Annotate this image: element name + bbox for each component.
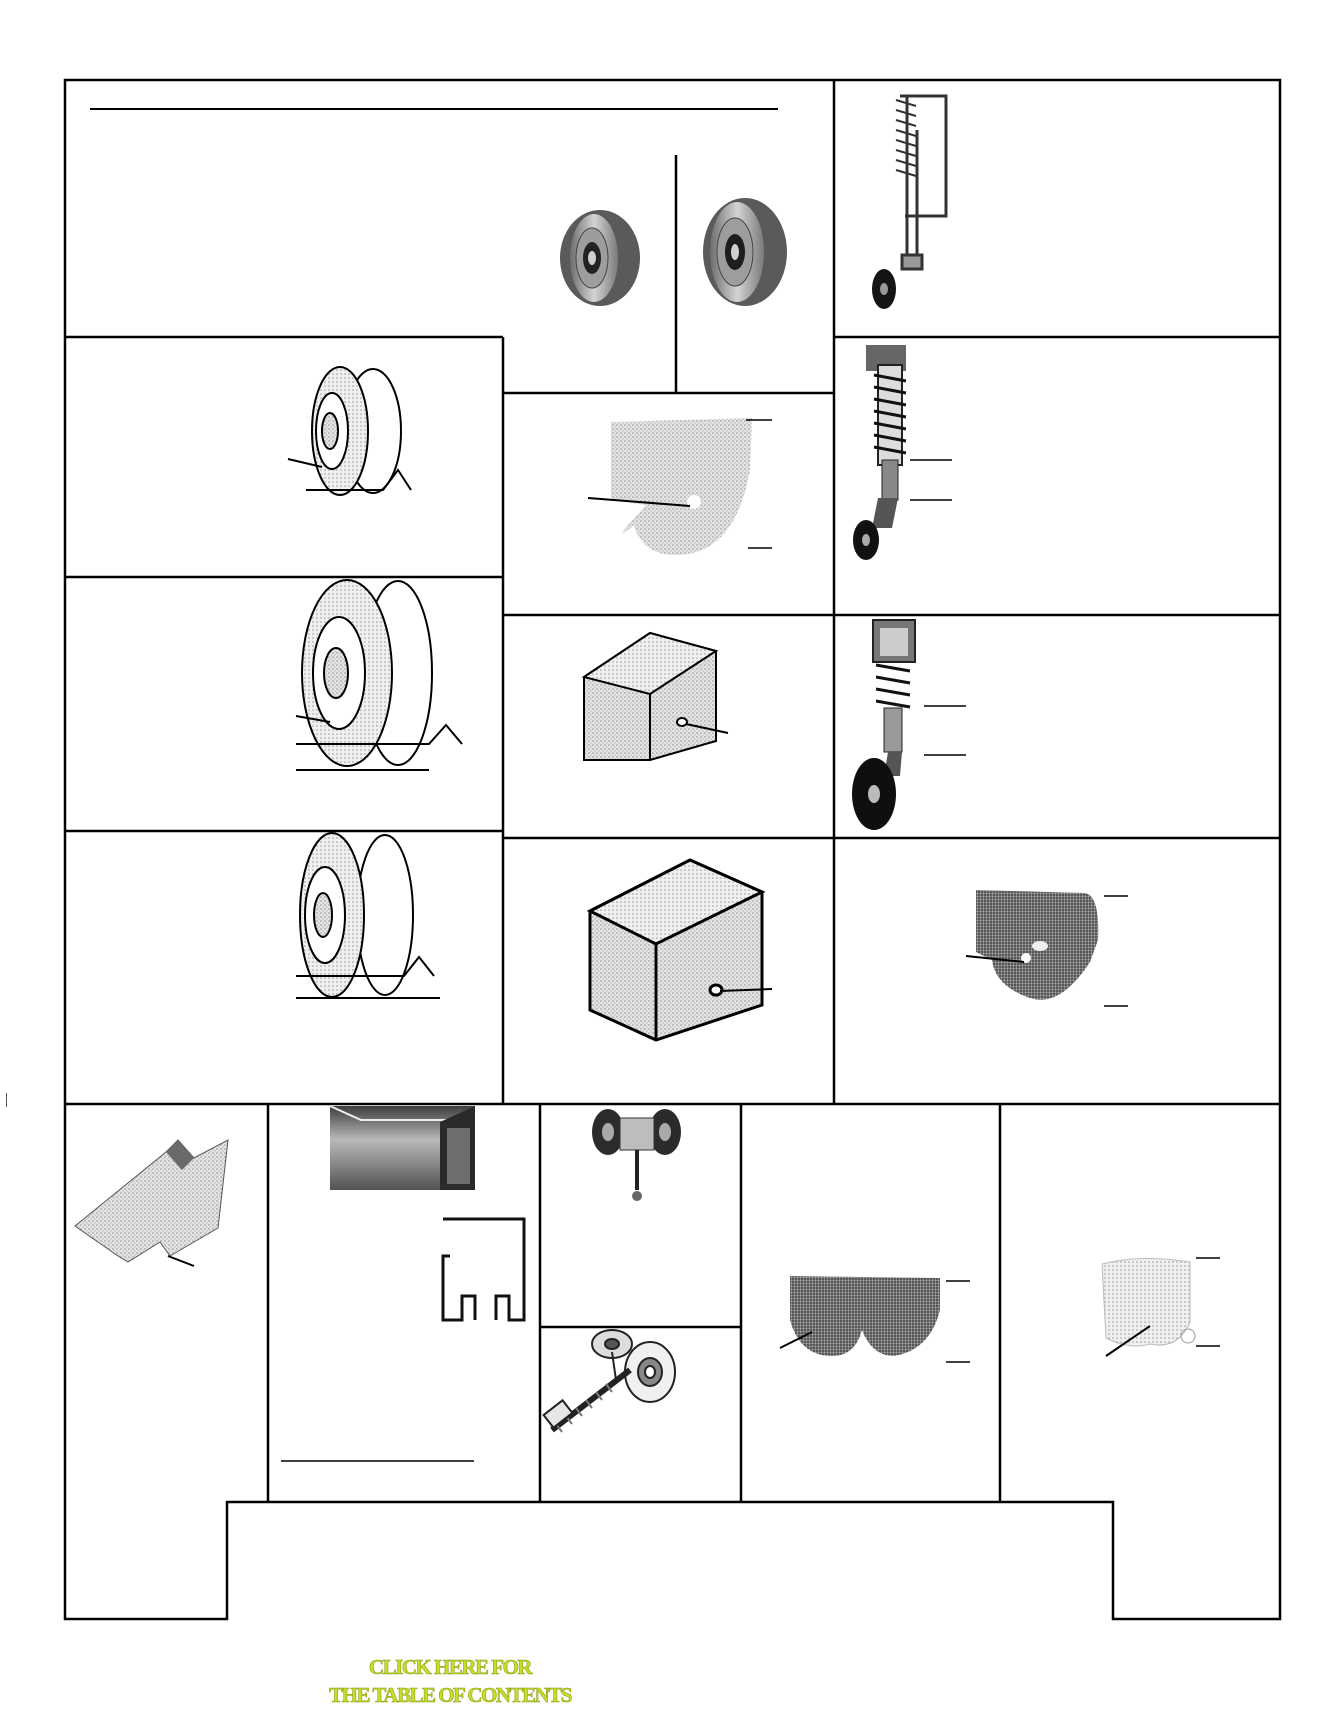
inverted-angle-track bbox=[75, 1140, 228, 1266]
mini-roller-block bbox=[1102, 1258, 1220, 1356]
gate-spring-wheel-tall bbox=[872, 96, 946, 309]
v-groove-wheels-small bbox=[560, 210, 640, 306]
v-groove-wheels-large bbox=[703, 198, 787, 306]
v-groove-wheel-on-track-2 bbox=[296, 580, 462, 770]
stray-mark bbox=[6, 1093, 7, 1107]
cantilever-trolley bbox=[592, 1109, 681, 1201]
toc-link-line-2: THE TABLE OF CONTENTS bbox=[329, 1683, 571, 1707]
roller-guide-bracket-2 bbox=[966, 890, 1128, 1006]
gate-spring-wheel-medium bbox=[853, 345, 952, 560]
roller-guide-bracket-1 bbox=[588, 418, 772, 555]
table-of-contents-link[interactable] bbox=[300, 1653, 600, 1709]
v-groove-wheel-on-track-3 bbox=[296, 833, 440, 998]
wheel-housing-box-small bbox=[584, 633, 728, 760]
adjustable-trolley bbox=[544, 1330, 675, 1432]
v-groove-wheel-on-track-1 bbox=[288, 367, 411, 495]
double-roller-bracket bbox=[780, 1276, 970, 1362]
grid-lines bbox=[65, 80, 1280, 1619]
wheel-housing-box-large bbox=[590, 860, 772, 1040]
gate-spring-wheel-short bbox=[852, 620, 966, 830]
toc-link-line-1: CLICK HERE FOR bbox=[368, 1655, 532, 1679]
cantilever-track-profile bbox=[330, 1106, 524, 1320]
